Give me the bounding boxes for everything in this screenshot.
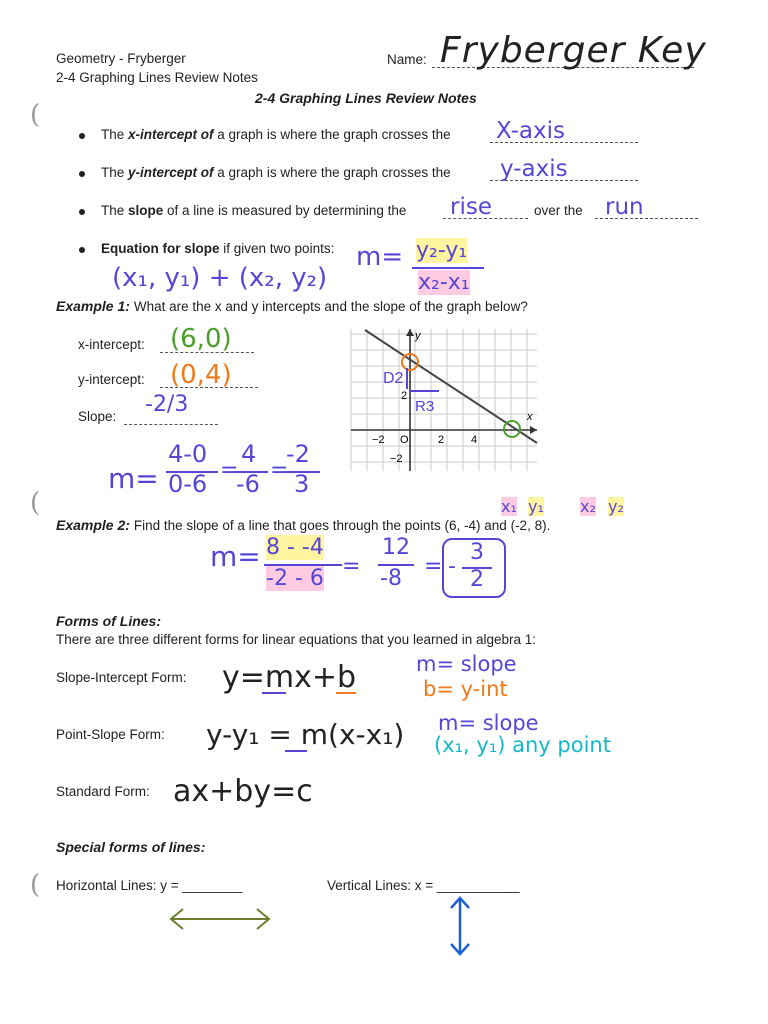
ex1-work-frac1-den: 0-6 [168,470,208,498]
slope-intercept-b-underline [336,692,356,694]
ex2-result-num: 3 [470,540,484,565]
graph-run-label: R3 [415,398,435,415]
ex2-label-x2-text: x₂ [580,497,596,516]
ex2-label-y2-text: y₂ [608,497,624,516]
slope-formula-denominator [418,270,470,295]
graph-tick-y-2: 2 [401,390,408,402]
x-axis-arrow-right [530,426,537,434]
slope-blank [124,424,218,425]
point-slope-note-m: m= slope [438,711,539,735]
bullet-3-mid: of a line is measured by determining the [163,203,407,218]
forms-heading: Forms of Lines: [56,613,162,629]
standard-form-equation: ax+by=c [173,774,313,809]
bullet-4-text [101,241,334,256]
point-slope-label: Point-Slope Form: [56,727,165,742]
bullet-3-bold: slope [128,203,164,218]
course-title: Geometry - Fryberger [56,51,186,66]
ex2-label-x1 [501,497,517,516]
example-1-line [56,298,528,314]
ex1-work-frac1-num: 4-0 [168,440,208,468]
y-axis-arrow-up [406,329,414,336]
ex2-result-minus: - [448,554,456,579]
bullet-2-pre: The [101,165,129,180]
y-intercept-label: y-intercept: [78,372,145,387]
ex2-work-den [266,566,324,591]
ex2-label-y2 [608,497,624,516]
graph-x-label: x [527,411,533,423]
slope-value: -2/3 [145,392,189,417]
slope-formula-den-text: x₂-x₁ [418,270,470,295]
example-2-line [56,517,550,533]
point-slope-note-point: (x₁, y₁) any point [434,733,611,757]
bullet-1-bold: x-intercept of [128,127,214,142]
graph-y-label: y [415,330,421,342]
ex2-label-x1-text: x₁ [501,497,517,516]
example-1-question: What are the x and y intercepts and the slope of the graph below? [133,299,528,314]
hole-punch-middle: ( [30,488,41,518]
slope-formula-numerator [416,238,467,263]
bullet-3-answer-rise: rise [450,194,492,220]
bullet-4-bold: Equation for slope [101,241,220,256]
slope-formula-bar [412,267,484,269]
graph-tick-x-4: 4 [471,434,478,446]
section-title: 2-4 Graphing Lines Review Notes [56,70,258,85]
ex1-work-frac3-num: -2 [286,440,310,468]
bullet-1-answer: X-axis [496,118,565,144]
hole-punch-bottom: ( [30,870,41,900]
example-2-question: Find the slope of a line that goes through the points (6, -4) and (-2, 8). [133,518,551,533]
bullet-3-answer-run: run [605,194,644,220]
slope-label: Slope: [78,409,117,424]
point-slope-equation: y-y₁ = m(x-x₁) [206,718,405,751]
slope-intercept-label: Slope-Intercept Form: [56,670,187,685]
ex1-work-frac2-num: 4 [241,440,257,468]
bullet-3-text [101,203,406,218]
x-intercept-circle [504,421,520,437]
graph-tick-x-2: 2 [438,434,445,446]
points-notation: (x₁, y₁) + (x₂, y₂) [112,263,328,293]
name-value: Fryberger Key [440,30,707,71]
bullet-2 [79,171,85,177]
ex2-work-num2: 12 [382,535,410,560]
graph-grid [351,329,537,471]
ex2-work-eq2: = [424,554,443,579]
slope-intercept-m-underline [262,692,286,694]
bullet-2-text [101,165,451,180]
bullet-1-pre: The [101,127,129,142]
ex1-work-frac2-den: -6 [236,470,260,498]
ex1-work-eq2: = [270,458,289,483]
vertical-line-sketch [445,894,475,958]
bullet-1-text [101,127,451,142]
slope-intercept-note-m: m= slope [416,652,517,676]
ex2-work-num-text: 8 - -4 [266,535,324,560]
name-label: Name: [387,52,427,67]
graph-rise-label: D2 [383,370,404,387]
graph-tick-origin: O [400,434,409,446]
example-1-label: Example 1: [56,298,130,314]
x-intercept-label: x-intercept: [78,337,145,352]
bullet-2-post: a graph is where the graph crosses the [213,165,451,180]
bullet-4 [79,247,85,253]
forms-intro: There are three different forms for linear equations that you learned in algebra 1: [56,632,537,647]
bullet-3-pre: The [101,203,129,218]
special-heading: Special forms of lines: [56,839,206,855]
bullet-3 [79,209,85,215]
bullet-1 [79,133,85,139]
ex2-label-y1 [528,497,544,516]
graph-tick-x-neg2: −2 [372,434,385,446]
bullet-2-answer: y-axis [500,156,568,182]
horizontal-lines-label: Horizontal Lines: y = ________ [56,878,243,893]
vertical-lines-label: Vertical Lines: x = ___________ [327,878,520,893]
point-slope-m-underline [285,750,307,752]
bullet-4-post: if given two points: [219,241,335,256]
bullet-1-post: a graph is where the graph crosses the [213,127,451,142]
ex2-label-x2 [580,497,596,516]
ex2-work-num [266,535,324,560]
ex1-work-frac3-den: 3 [294,470,310,498]
slope-intercept-equation: y=mx+b [222,660,357,695]
ex1-work-m: m= [108,462,159,495]
ex2-result-den: 2 [470,567,484,592]
bullet-2-bold: y-intercept of [128,165,214,180]
example-1-graph [345,325,545,475]
graph-tick-y-neg2: −2 [390,453,403,465]
ex2-work-den-text: -2 - 6 [266,566,324,591]
slope-formula-m: m= [356,242,404,272]
page-title: 2-4 Graphing Lines Review Notes [255,90,477,106]
standard-form-label: Standard Form: [56,784,150,799]
y-intercept-value: (0,4) [170,360,232,390]
slope-intercept-note-b: b= y-int [423,677,508,701]
ex2-work-m: m= [210,540,261,573]
example-2-label: Example 2: [56,517,130,533]
hole-punch-top: ( [30,100,41,130]
slope-formula-num-text: y₂-y₁ [416,238,468,263]
horizontal-line-sketch [165,902,275,936]
bullet-3-over: over the [534,203,583,218]
ex2-label-y1-text: y₁ [528,497,544,516]
x-intercept-value: (6,0) [170,324,232,354]
ex2-work-eq1: = [342,554,361,579]
ex2-work-den2: -8 [380,566,402,591]
ex1-work-eq1: = [220,458,239,483]
